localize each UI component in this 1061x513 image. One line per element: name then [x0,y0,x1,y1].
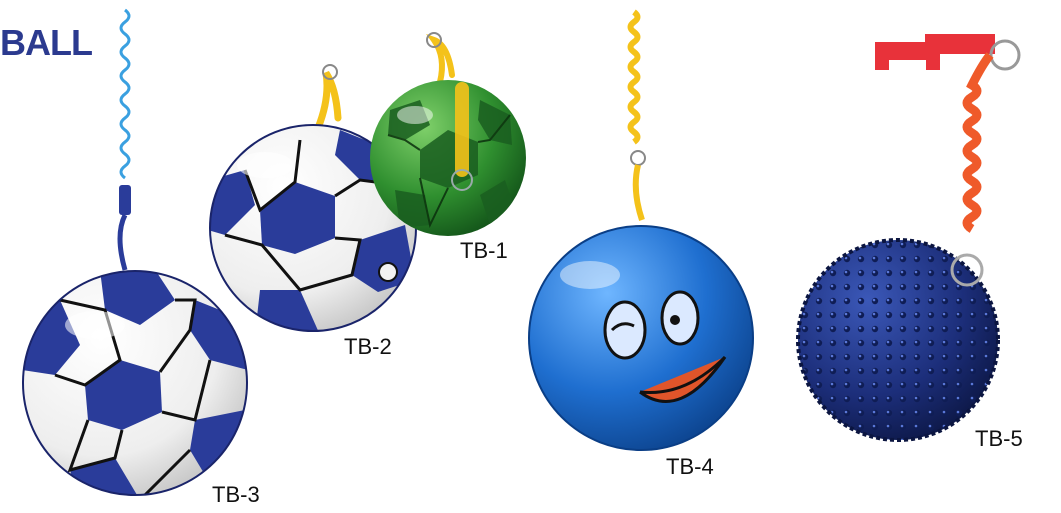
ball-tb1 [370,33,526,236]
product-label-tb1: TB-1 [460,238,508,263]
product-label-tb3: TB-3 [212,482,260,507]
coil-cord-tb4 [631,12,638,142]
hook-tb3 [120,215,125,270]
carabiner-clip [875,34,995,70]
coil-cord-tb5 [967,55,990,229]
clip-tb3 [119,185,131,215]
ball-tb5 [798,34,1019,440]
brand-heading: BALL [0,22,92,63]
ball-tb4 [529,12,753,450]
product-label-tb2: TB-2 [344,334,392,359]
coil-cord-tb3 [121,10,129,178]
product-label-tb4: TB-4 [666,454,714,479]
product-label-tb5: TB-5 [975,426,1023,451]
strap-tb2 [318,73,338,128]
